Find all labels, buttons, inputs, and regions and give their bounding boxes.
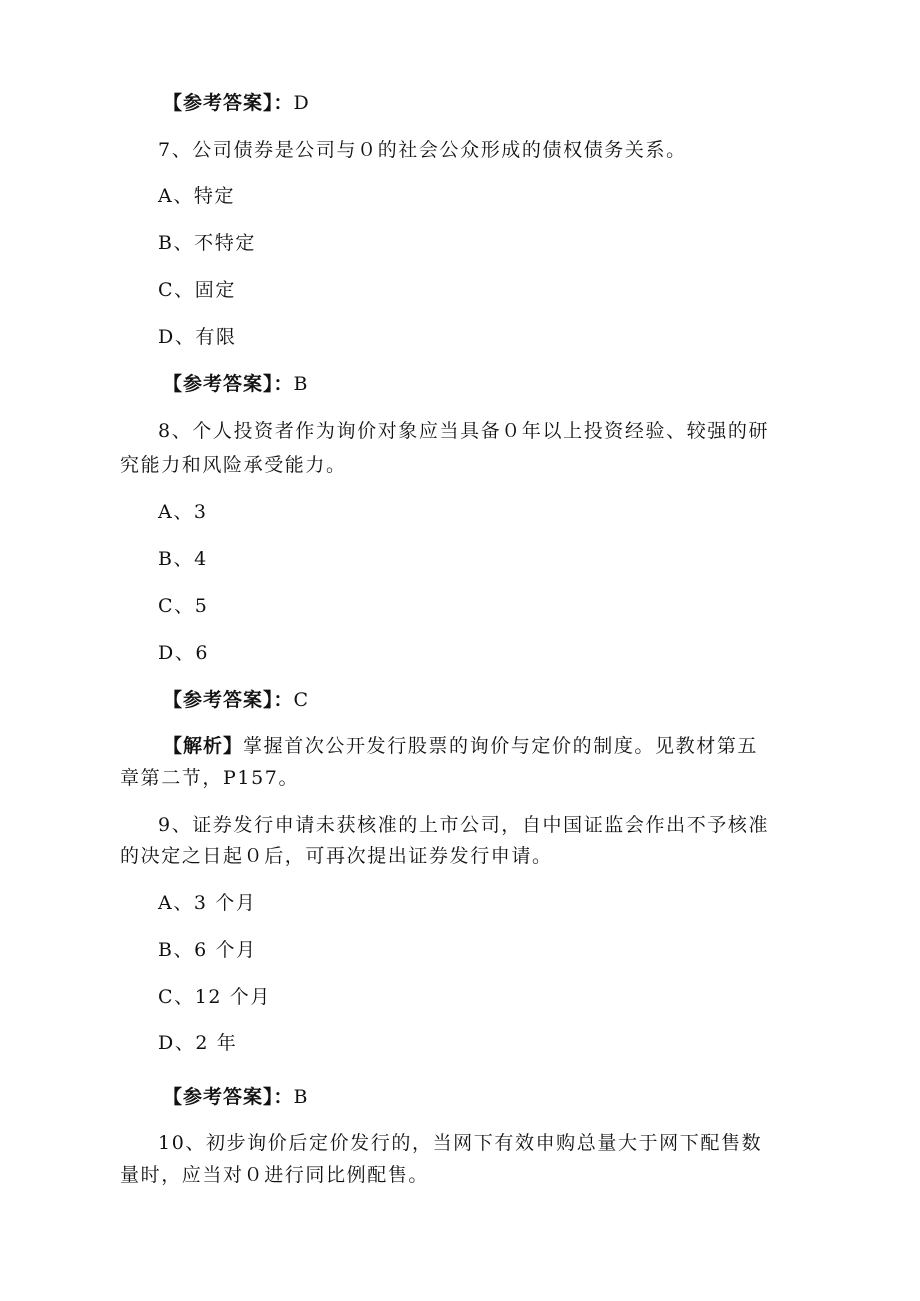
analysis-text-line-1: 掌握首次公开发行股票的询价与定价的制度。见教材第五 — [243, 735, 759, 757]
answer-separator: ： — [273, 373, 294, 395]
question-10-line-1: 10、初步询价后定价发行的，当网下有效申购总量大于网下配售数 — [158, 1132, 763, 1154]
answer-label: 【参考答案】 — [163, 689, 274, 711]
q8-option-c: C、5 — [158, 595, 209, 617]
q7-option-a: A、特定 — [158, 185, 236, 207]
answer-label: 【参考答案】 — [163, 373, 274, 395]
q7-option-b: B、不特定 — [158, 232, 256, 254]
answer-q8 — [163, 687, 310, 713]
answer-q6 — [163, 90, 310, 116]
question-9-line-2: 的决定之日起０后，可再次提出证券发行申请。 — [120, 845, 553, 867]
q9-option-c: C、12 个月 — [158, 986, 271, 1008]
answer-separator: ： — [273, 92, 294, 114]
analysis-label: 【解析】 — [163, 735, 244, 757]
q9-option-b: B、6 个月 — [158, 939, 257, 961]
q7-option-d: D、有限 — [158, 326, 237, 348]
q9-option-a: A、3 个月 — [158, 892, 257, 914]
question-8-line-1: 8、个人投资者作为询价对象应当具备０年以上投资经验、较强的研 — [158, 420, 770, 442]
answer-value: C — [293, 689, 310, 711]
answer-value: B — [293, 1086, 310, 1108]
q9-option-d: D、2 年 — [158, 1032, 238, 1054]
q8-option-b: B、4 — [158, 548, 208, 570]
answer-label: 【参考答案】 — [163, 92, 274, 114]
answer-q7 — [163, 371, 309, 397]
question-10-line-2: 量时，应当对０进行同比例配售。 — [120, 1164, 430, 1186]
question-9-line-1: 9、证券发行申请未获核准的上市公司，自中国证监会作出不予核准 — [158, 814, 770, 836]
answer-separator: ： — [273, 1086, 294, 1108]
q8-option-d: D、6 — [158, 642, 210, 664]
answer-value: D — [293, 92, 311, 114]
q7-option-c: C、固定 — [158, 279, 236, 301]
answer-q9 — [163, 1084, 309, 1110]
answer-separator: ： — [273, 689, 294, 711]
analysis-text-line-2: 章第二节，P157。 — [120, 767, 300, 789]
answer-label: 【参考答案】 — [163, 1086, 274, 1108]
analysis-q8 — [163, 733, 758, 759]
answer-value: B — [293, 373, 310, 395]
question-8-line-2: 究能力和风险承受能力。 — [120, 454, 347, 476]
q8-option-a: A、3 — [158, 501, 208, 523]
question-7-text: 7、公司债券是公司与０的社会公众形成的债权债务关系。 — [158, 139, 687, 161]
